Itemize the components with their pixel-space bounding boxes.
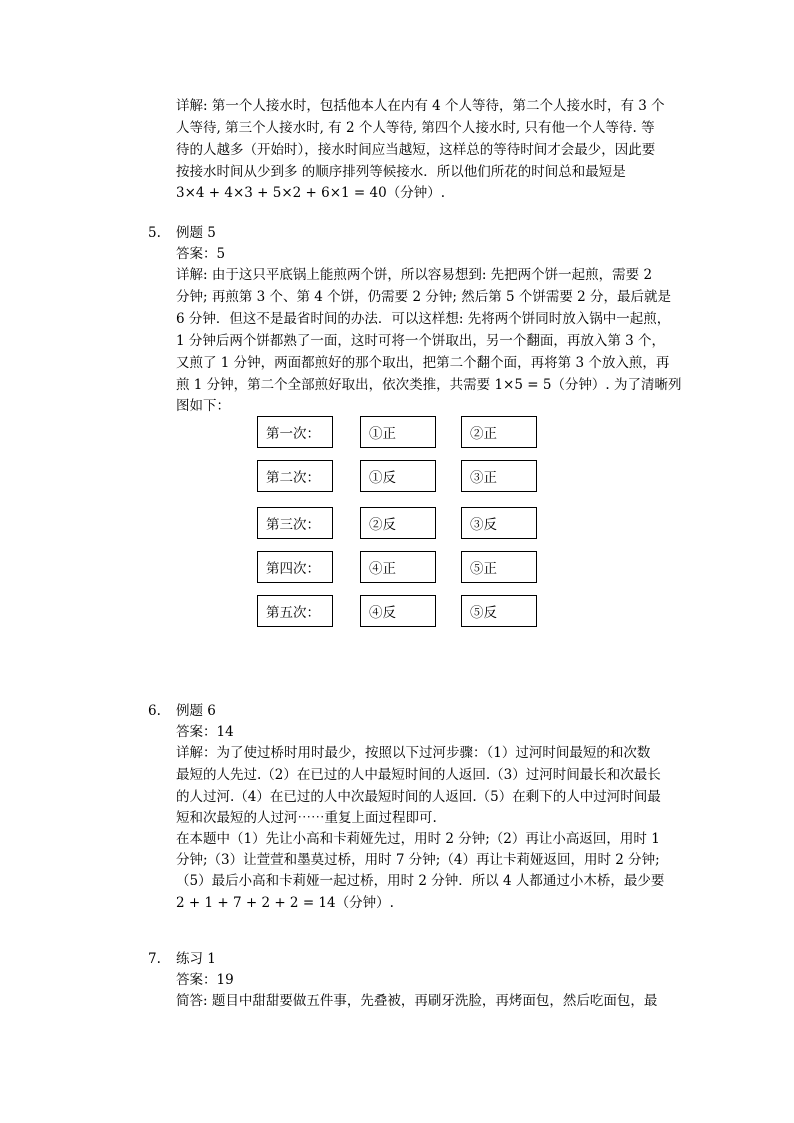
pan-cell: ①正: [360, 416, 436, 448]
text-line: 详解: 由于这只平底锅上能煎两个饼，所以容易想到: 先把两个饼一起煎，需要 2: [176, 267, 653, 283]
pan-cell: ⑤正: [461, 551, 537, 583]
item-title: 练习 1: [176, 951, 216, 967]
text-line: 6 分钟．但这不是最省时间的办法．可以这样想: 先将两个饼同时放入锅中一起煎，: [176, 311, 671, 327]
pan-cell: ③正: [461, 460, 537, 492]
pan-cell: ③反: [461, 507, 537, 539]
text-line: （5）最后小高和卡莉娅一起过桥，用时 2 分钟．所以 4 人都通过小木桥，最少要: [176, 873, 665, 889]
answer-line: 答案：14: [176, 724, 234, 740]
text-line: 又煎了 1 分钟，两面都煎好的那个取出，把第二个翻个面，再将第 3 个放入煎，再: [176, 355, 670, 371]
pan-cell: ①反: [360, 460, 436, 492]
text-line: 详解: 第一个人接水时，包括他本人在内有 4 个人等待，第二个人接水时，有 3 个: [176, 98, 665, 114]
pan-cell: ②正: [461, 416, 537, 448]
item-number: 6.: [148, 703, 161, 719]
item-number: 5.: [148, 225, 161, 241]
text-line: 1 分钟后两个饼都熟了一面，这时可将一个饼取出，另一个翻面，再放入第 3 个，: [176, 333, 666, 349]
text-line: 在本题中（1）先让小高和卡莉娅先过，用时 2 分钟;（2）再让小高返回，用时 1: [176, 831, 660, 847]
text-line: 待的人越多（开始时），接水时间应当越短，这样总的等待时间才会最少，因此要: [176, 142, 656, 158]
pan-cell: ④反: [360, 595, 436, 627]
text-line: 最短的人先过.（2）在已过的人中最短时间的人返回.（3）过河时间最长和次最长: [176, 767, 661, 783]
text-line: 2 + 1 + 7 + 2 + 2 = 14（分钟）.: [176, 895, 394, 911]
pan-cell: ②反: [360, 507, 436, 539]
text-line: 短和次最短的人过河⋯⋯重复上面过程即可.: [176, 810, 437, 826]
item-title: 例题 5: [176, 225, 216, 241]
round-cell: 第三次：: [257, 507, 333, 539]
text-line: 图如下：: [176, 398, 230, 414]
answer-line: 答案：19: [176, 972, 234, 988]
text-line: 简答: 题目中甜甜要做五件事，先叠被，再刷牙洗脸，再烤面包，然后吃面包，最: [176, 993, 658, 1009]
answer-line: 答案：5: [176, 246, 226, 262]
text-line: 详解：为了使过桥时用时最少，按照以下过河步骤：（1）过河时间最短的和次数: [176, 745, 651, 761]
item-number: 7.: [148, 951, 161, 967]
round-cell: 第四次：: [257, 551, 333, 583]
item-title: 例题 6: [176, 703, 216, 719]
text-line: 人等待, 第三个人接水时, 有 2 个人等待, 第四个人接水时, 只有他一个人等待. 等: [176, 120, 655, 136]
round-cell: 第二次：: [257, 460, 333, 492]
round-cell: 第一次：: [257, 416, 333, 448]
text-line: 分钟; 再煎第 3 个、第 4 个饼，仍需要 2 分钟; 然后第 5 个饼需要 2 分，最后就是: [176, 289, 672, 305]
text-line: 按接水时间从少到多 的顺序排列等候接水．所以他们所花的时间总和最短是: [176, 164, 626, 180]
text-line: 的人过河.（4）在已过的人中次最短时间的人返回.（5）在剩下的人中过河时间最: [176, 789, 661, 805]
text-line: 煎 1 分钟，第二个全部煎好取出，依次类推，共需要 1×5 = 5（分钟）. 为了清晰列: [176, 377, 682, 393]
round-cell: 第五次：: [257, 595, 333, 627]
text-line: 3×4 + 4×3 + 5×2 + 6×1 = 40（分钟）.: [176, 185, 446, 201]
pan-cell: ④正: [360, 551, 436, 583]
text-line: 分钟;（3）让萱萱和墨莫过桥，用时 7 分钟;（4）再让卡莉娅返回，用时 2 分钟;: [176, 852, 660, 868]
pan-cell: ⑤反: [461, 595, 537, 627]
